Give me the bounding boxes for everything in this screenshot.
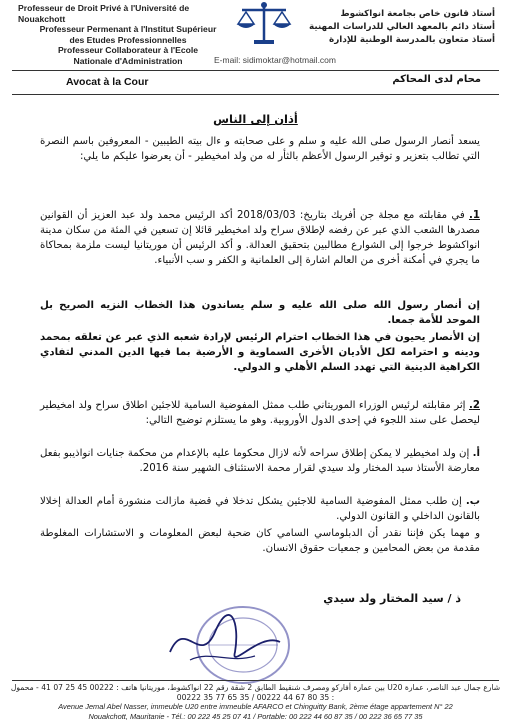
point-2 (40, 398, 480, 428)
footer-address-french: Avenue Jemal Abel Nasser, immeuble U20 entre immeuble AFARCO et Chinguitty Bank, 2ème étage appartement N° 22 (58, 702, 453, 711)
point-1 (40, 208, 480, 268)
header-ar-line: أستاذ قانون خاص بجامعة انواكشوط (340, 9, 495, 19)
header-arabic (290, 8, 495, 47)
intro-paragraph: يسعد أنصار الرسول صلى الله عليه و سلم و على صحابته و ءال بيته الطيبين - المعروفين باسم النصرة التي تطالب بتعزير و توقير الرسول الأعظم بالثأر له من ولد امخيطير - أن يعرضوا عليكم ما يلي: (40, 136, 480, 162)
sub-point-text: إن ولد امخيطير لا يمكن إطلاق سراحه لأنه لازال محكوما عليه بالإعدام من محكمة جنايات انواذيبو بفعل معارضة الأستاذ سيد المختار ولد سيدي لقرار محمة الاستئناف الشهير سنة 2016. (40, 448, 480, 474)
point-2-b (40, 494, 480, 524)
header-ar-line: أستاذ دائم بالمعهد العالي للدراسات المهنية (309, 22, 495, 32)
point-2-a (40, 446, 480, 476)
sub-point-label: أ. (472, 448, 480, 459)
header-fr-line: Nationale d'Administration (73, 55, 183, 66)
header-divider (12, 94, 499, 95)
point-text: إثر مقابلته لرئيس الوزراء الموريتاني طلب ممثل المفوضية السامية للاجئين اطلاق سراح ولد امخيطير ليحصل على سند اللجوء في إحدى الدول الأوروبية. وهو ما يستلزم توضيح التالي: (40, 400, 480, 426)
document-title: أذان إلى الناس (213, 112, 298, 126)
role-arabic: محام لدى المحاكم (392, 74, 481, 85)
scales-of-justice-logo (234, 0, 294, 48)
header-fr-line: des Etudes Professionnelles (69, 34, 187, 45)
point-number: 1. (469, 210, 480, 221)
footer-address-arabic: شارع جمال عبد الناصر، عمارة U20 بين عمارة أفاركو ومصرف شنقيط الطابق 2 شقة رقم 22 انواكشوط، موريتانيا هاتف : 00222 45 25 07 41 - محمول : 35 80 67 44 00222 / 35 65 77 35 00222 (10, 683, 501, 702)
header-fr-line: Professeur de Droit Privé à l'Université de Nouakchott (18, 3, 190, 24)
footer-phone-french: Nouakchott, Mauritanie - Tél.: 00 222 45 25 07 41 / Portable: 00 222 44 60 87 35 / 00 222 36 65 77 35 (88, 712, 423, 721)
point-text: في مقابلته مع مجلة جن أفريك بتاريخ: 2018/03/03 أكد الرئيس محمد ولد عبد العزيز أن القوانين مصدرها الشعب الذي عبر عن رفضه لإطلاق سراح ولد امخيطير قائلا إن تسعين في المئة من سكان مدينة انواكشوط خرجوا إلى الشوارع مطالبين بتحقيق العدالة. و أكد الرئيس أن موريتانيا ليست ملزمة بمحاكاة ما يجري في أمكنة أخرى من العالم اشارة إلى العلمانية و الكفر و سب الأنبياء. (40, 210, 480, 266)
header-divider (12, 70, 499, 71)
sub-point-text: إن طلب ممثل المفوضية السامية للاجئين يشكل تدخلا في قضية مازالت منشورة أمام العدالة إخلالا بالقانون الداخلي و القانون الدولي. (40, 496, 480, 522)
role-french: Avocat à la Cour (66, 76, 149, 88)
header-fr-line: Professeur Collaborateur à l'Ecole (57, 45, 199, 56)
signature-name: ذ / سيد المختار ولد سيدي (323, 592, 461, 605)
header-french (18, 3, 238, 67)
email-address[interactable]: E-mail: sidimoktar@hotmail.com (214, 55, 336, 65)
handwritten-signature (160, 612, 290, 672)
header-ar-line: أستاذ متعاون بالمدرسة الوطنية للإدارة (329, 35, 495, 45)
header-fr-line: Professeur Permenant à l'Institut Supérieur (39, 24, 217, 35)
point-1-bold-b: إن الأنصار يحيون في هذا الخطاب احترام الرئيس لإرادة شعبه الذي عبر عن تعلقه بمحمد ودينه و احترامه لكل الأديان الأخرى السماوية و الأرضية بما فيها الدين المدني لتفادي الكراهية الدينية التي تهدد السلم الأهلي و الدولي. (40, 332, 480, 373)
footer-divider (12, 680, 499, 681)
point-1-bold-a: إن أنصار رسول الله صلى الله عليه و سلم يساندون هذا الخطاب النزيه الصريح بل الموحد للأمة جمعا. (40, 300, 480, 326)
sub-point-label: ب. (465, 496, 480, 507)
point-number: 2. (469, 400, 480, 411)
closing-paragraph: و مهما يكن فإننا نقدر أن الدبلوماسي السامي كان ضحية لبعض المعلومات و الاستشارات المغلوطة مقدمة من بعض المحامين و جمعيات حقوق الانسان. (40, 528, 480, 554)
